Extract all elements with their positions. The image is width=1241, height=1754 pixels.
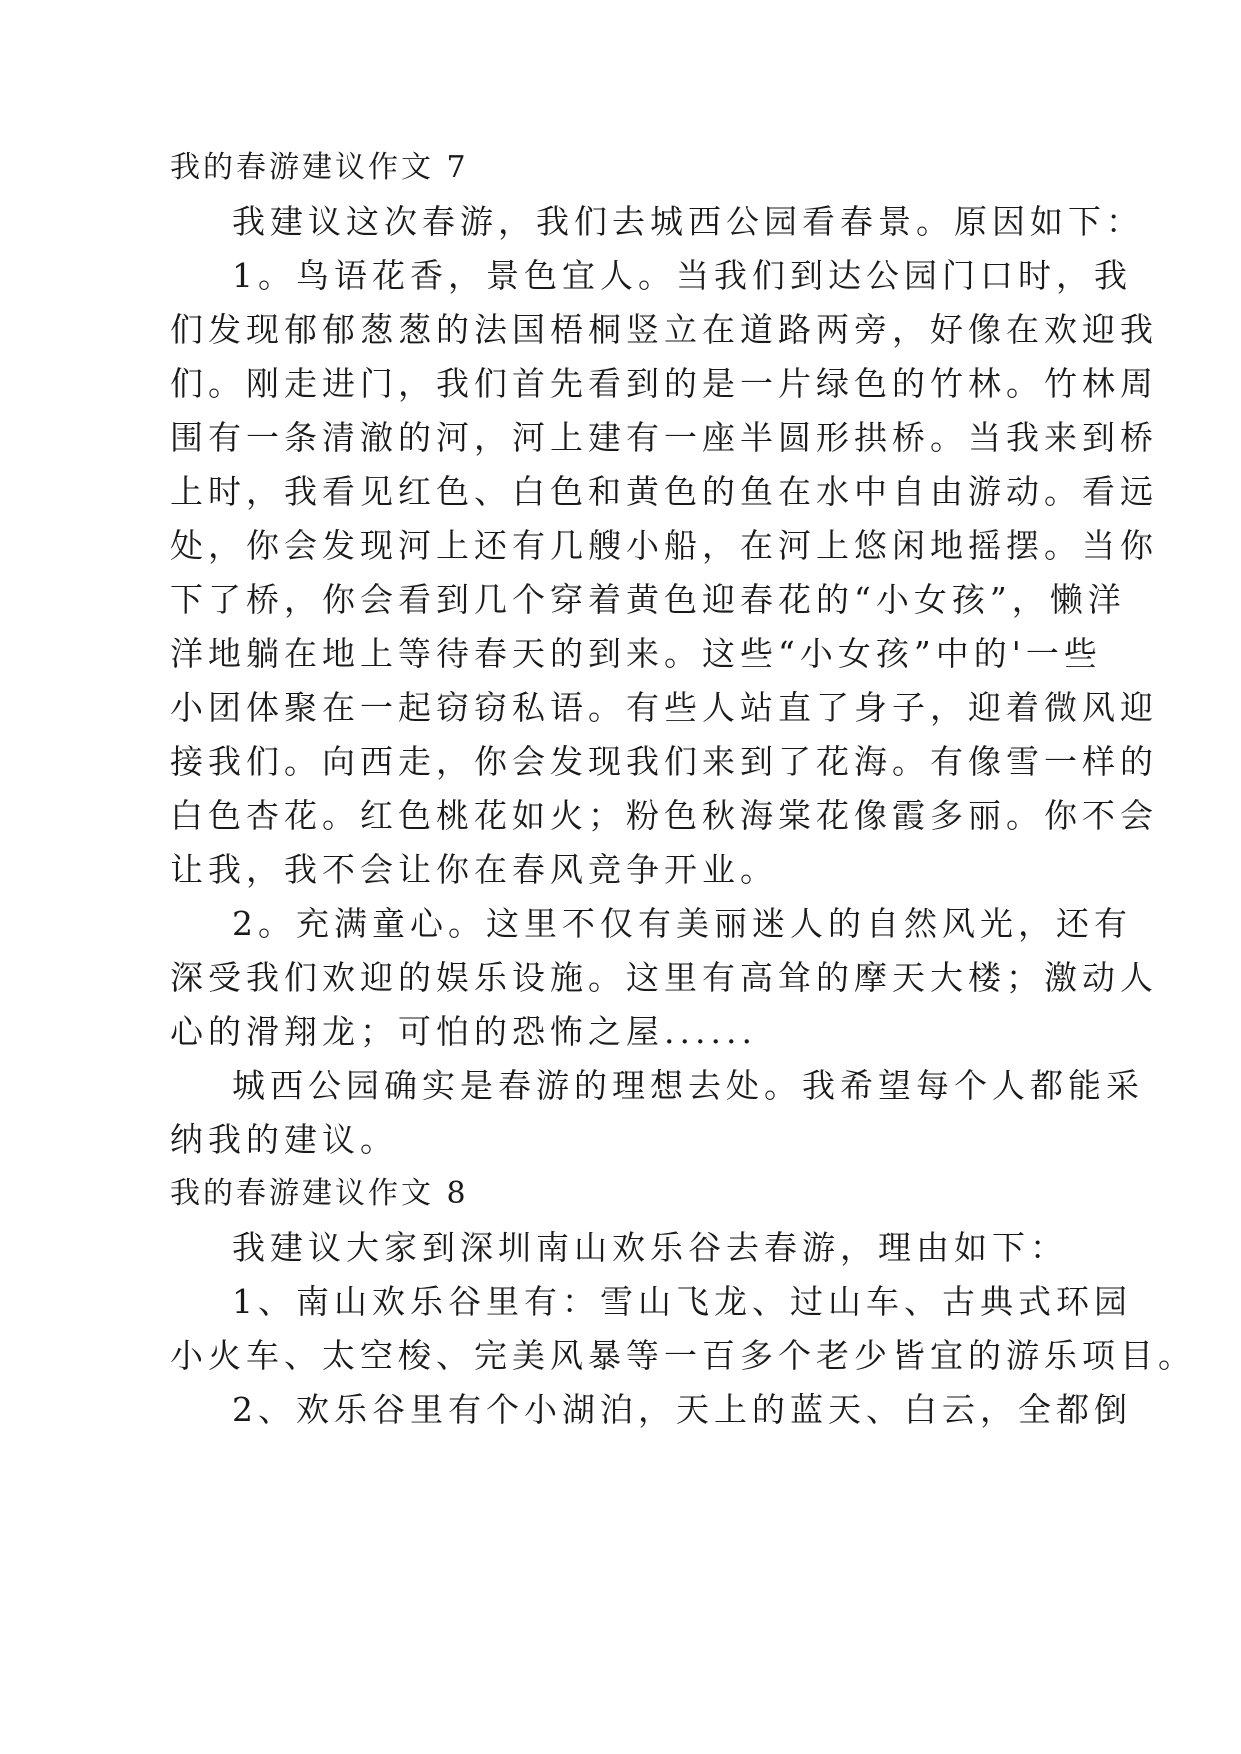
paragraph-line: 深受我们欢迎的娱乐设施。这里有高耸的摩天大楼；激动人 [170,958,1158,997]
paragraph-line: 心的滑翔龙；可怕的恐怖之屋...... [170,1012,757,1051]
section-heading-7: 我的春游建议作文 7 [170,150,469,185]
paragraph-line: 们发现郁郁葱葱的法国梧桐竖立在道路两旁，好像在欢迎我 [170,310,1158,349]
paragraph-line: 白色杏花。红色桃花如火；粉色秋海棠花像霞多丽。你不会 [170,796,1158,835]
paragraph-line: 下了桥，你会看到几个穿着黄色迎春花的“小女孩”，懒洋 [170,580,1126,619]
paragraph-line: 处，你会发现河上还有几艘小船，在河上悠闲地摇摆。当你 [170,526,1158,565]
paragraph-line: 接我们。向西走，你会发现我们来到了花海。有像雪一样的 [170,742,1158,781]
paragraph-line: 1。鸟语花香，景色宜人。当我们到达公园门口时，我 [232,256,1132,295]
paragraph-line: 让我，我不会让你在春风竞争开业。 [170,850,778,889]
paragraph-line: 城西公园确实是春游的理想去处。我希望每个人都能采 [232,1066,1144,1105]
paragraph-line: 我建议大家到深圳南山欢乐谷去春游，理由如下： [232,1228,1068,1267]
paragraph-line: 我建议这次春游，我们去城西公园看春景。原因如下： [232,202,1144,241]
paragraph-line: 纳我的建议。 [170,1120,398,1159]
paragraph-line: 2、欢乐谷里有个小湖泊，天上的蓝天、白云，全都倒 [232,1390,1132,1429]
paragraph-line: 2。充满童心。这里不仅有美丽迷人的自然风光，还有 [232,904,1132,943]
paragraph-line: 小火车、太空梭、完美风暴等一百多个老少皆宜的游乐项目。 [170,1336,1196,1375]
paragraph-line: 1、南山欢乐谷里有：雪山飞龙、过山车、古典式环园 [232,1282,1132,1321]
paragraph-line: 围有一条清澈的河，河上建有一座半圆形拱桥。当我来到桥 [170,418,1158,457]
paragraph-line: 上时，我看见红色、白色和黄色的鱼在水中自由游动。看远 [170,472,1158,511]
paragraph-line: 洋地躺在地上等待春天的到来。这些“小女孩”中的'一些 [170,634,1102,673]
paragraph-line: 们。刚走进门，我们首先看到的是一片绿色的竹林。竹林周 [170,364,1158,403]
section-heading-8: 我的春游建议作文 8 [170,1176,469,1211]
paragraph-line: 小团体聚在一起窃窃私语。有些人站直了身子，迎着微风迎 [170,688,1158,727]
